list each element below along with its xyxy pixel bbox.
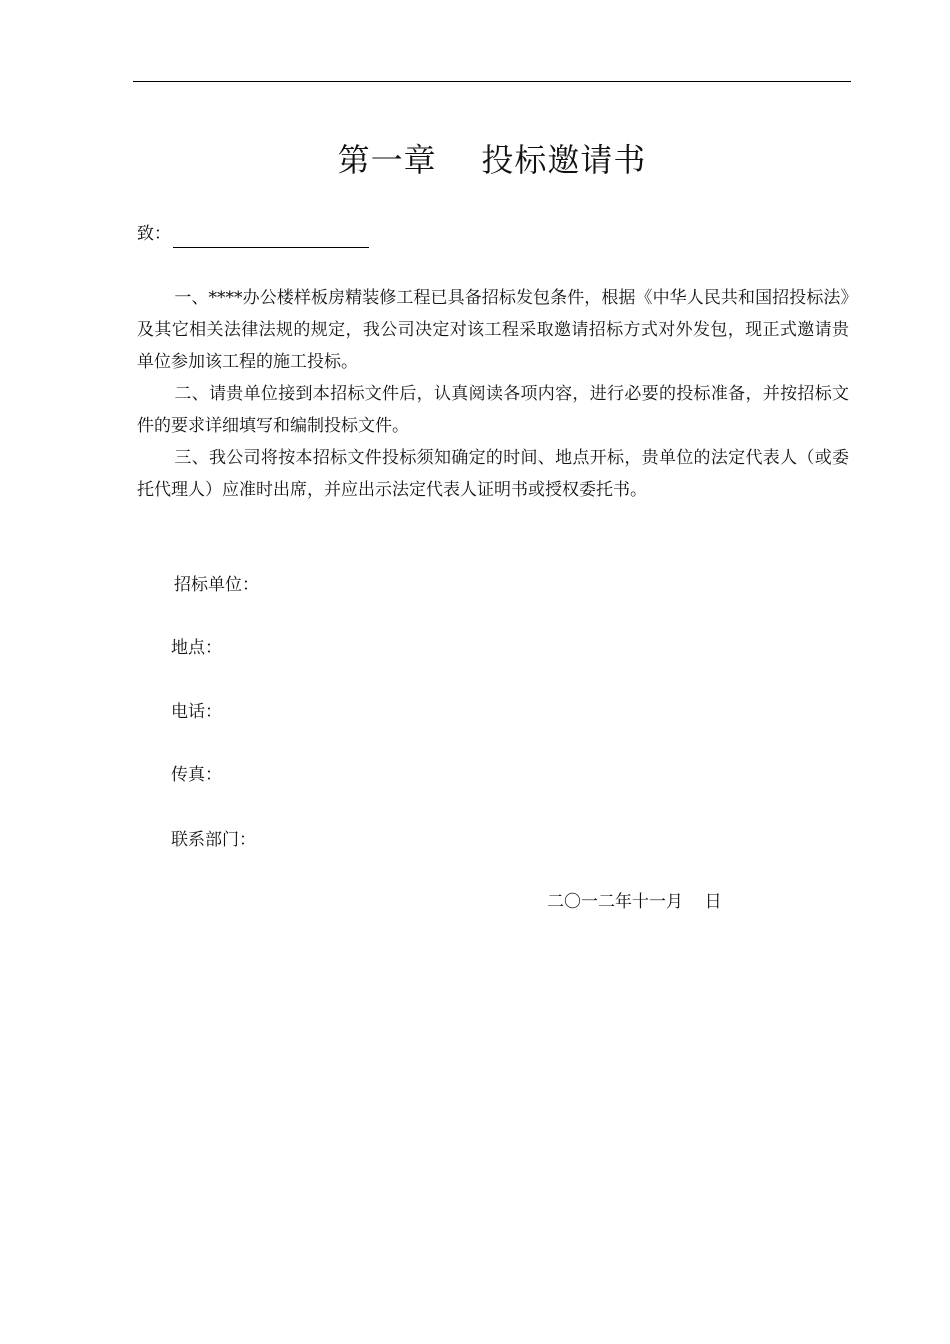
recipient-blank-line [173, 227, 369, 248]
phone-label: 电话： [171, 702, 222, 722]
issuer-label: 招标单位： [174, 575, 259, 595]
department-label: 联系部门： [171, 830, 256, 850]
page-title: 第一章 投标邀请书 [337, 141, 647, 179]
paragraph-2: 二、请贵单位接到本招标文件后，认真阅读各项内容，进行必要的投标准备，并按招标文件的要求详细填写和编制投标文件。 [137, 384, 849, 436]
header-rule [133, 81, 851, 82]
fax-label: 传真： [171, 765, 222, 785]
letter-body [137, 282, 849, 506]
paragraph-3: 三、我公司将按本招标文件投标须知确定的时间、地点开标，贵单位的法定代表人（或委托代理人）应准时出席，并应出示法定代表人证明书或授权委托书。 [137, 448, 849, 500]
paragraph-1: 一、****办公楼样板房精装修工程已具备招标发包条件，根据《中华人民共和国招投标法》及其它相关法律法规的规定，我公司决定对该工程采取邀请招标方式对外发包，现正式邀请贵单位参加该工程的施工投标。 [137, 288, 849, 372]
salutation-label: 致： [137, 224, 171, 244]
salutation [137, 220, 369, 248]
location-label: 地点： [171, 638, 222, 658]
issue-date: 二〇一二年十一月 日 [547, 892, 722, 912]
